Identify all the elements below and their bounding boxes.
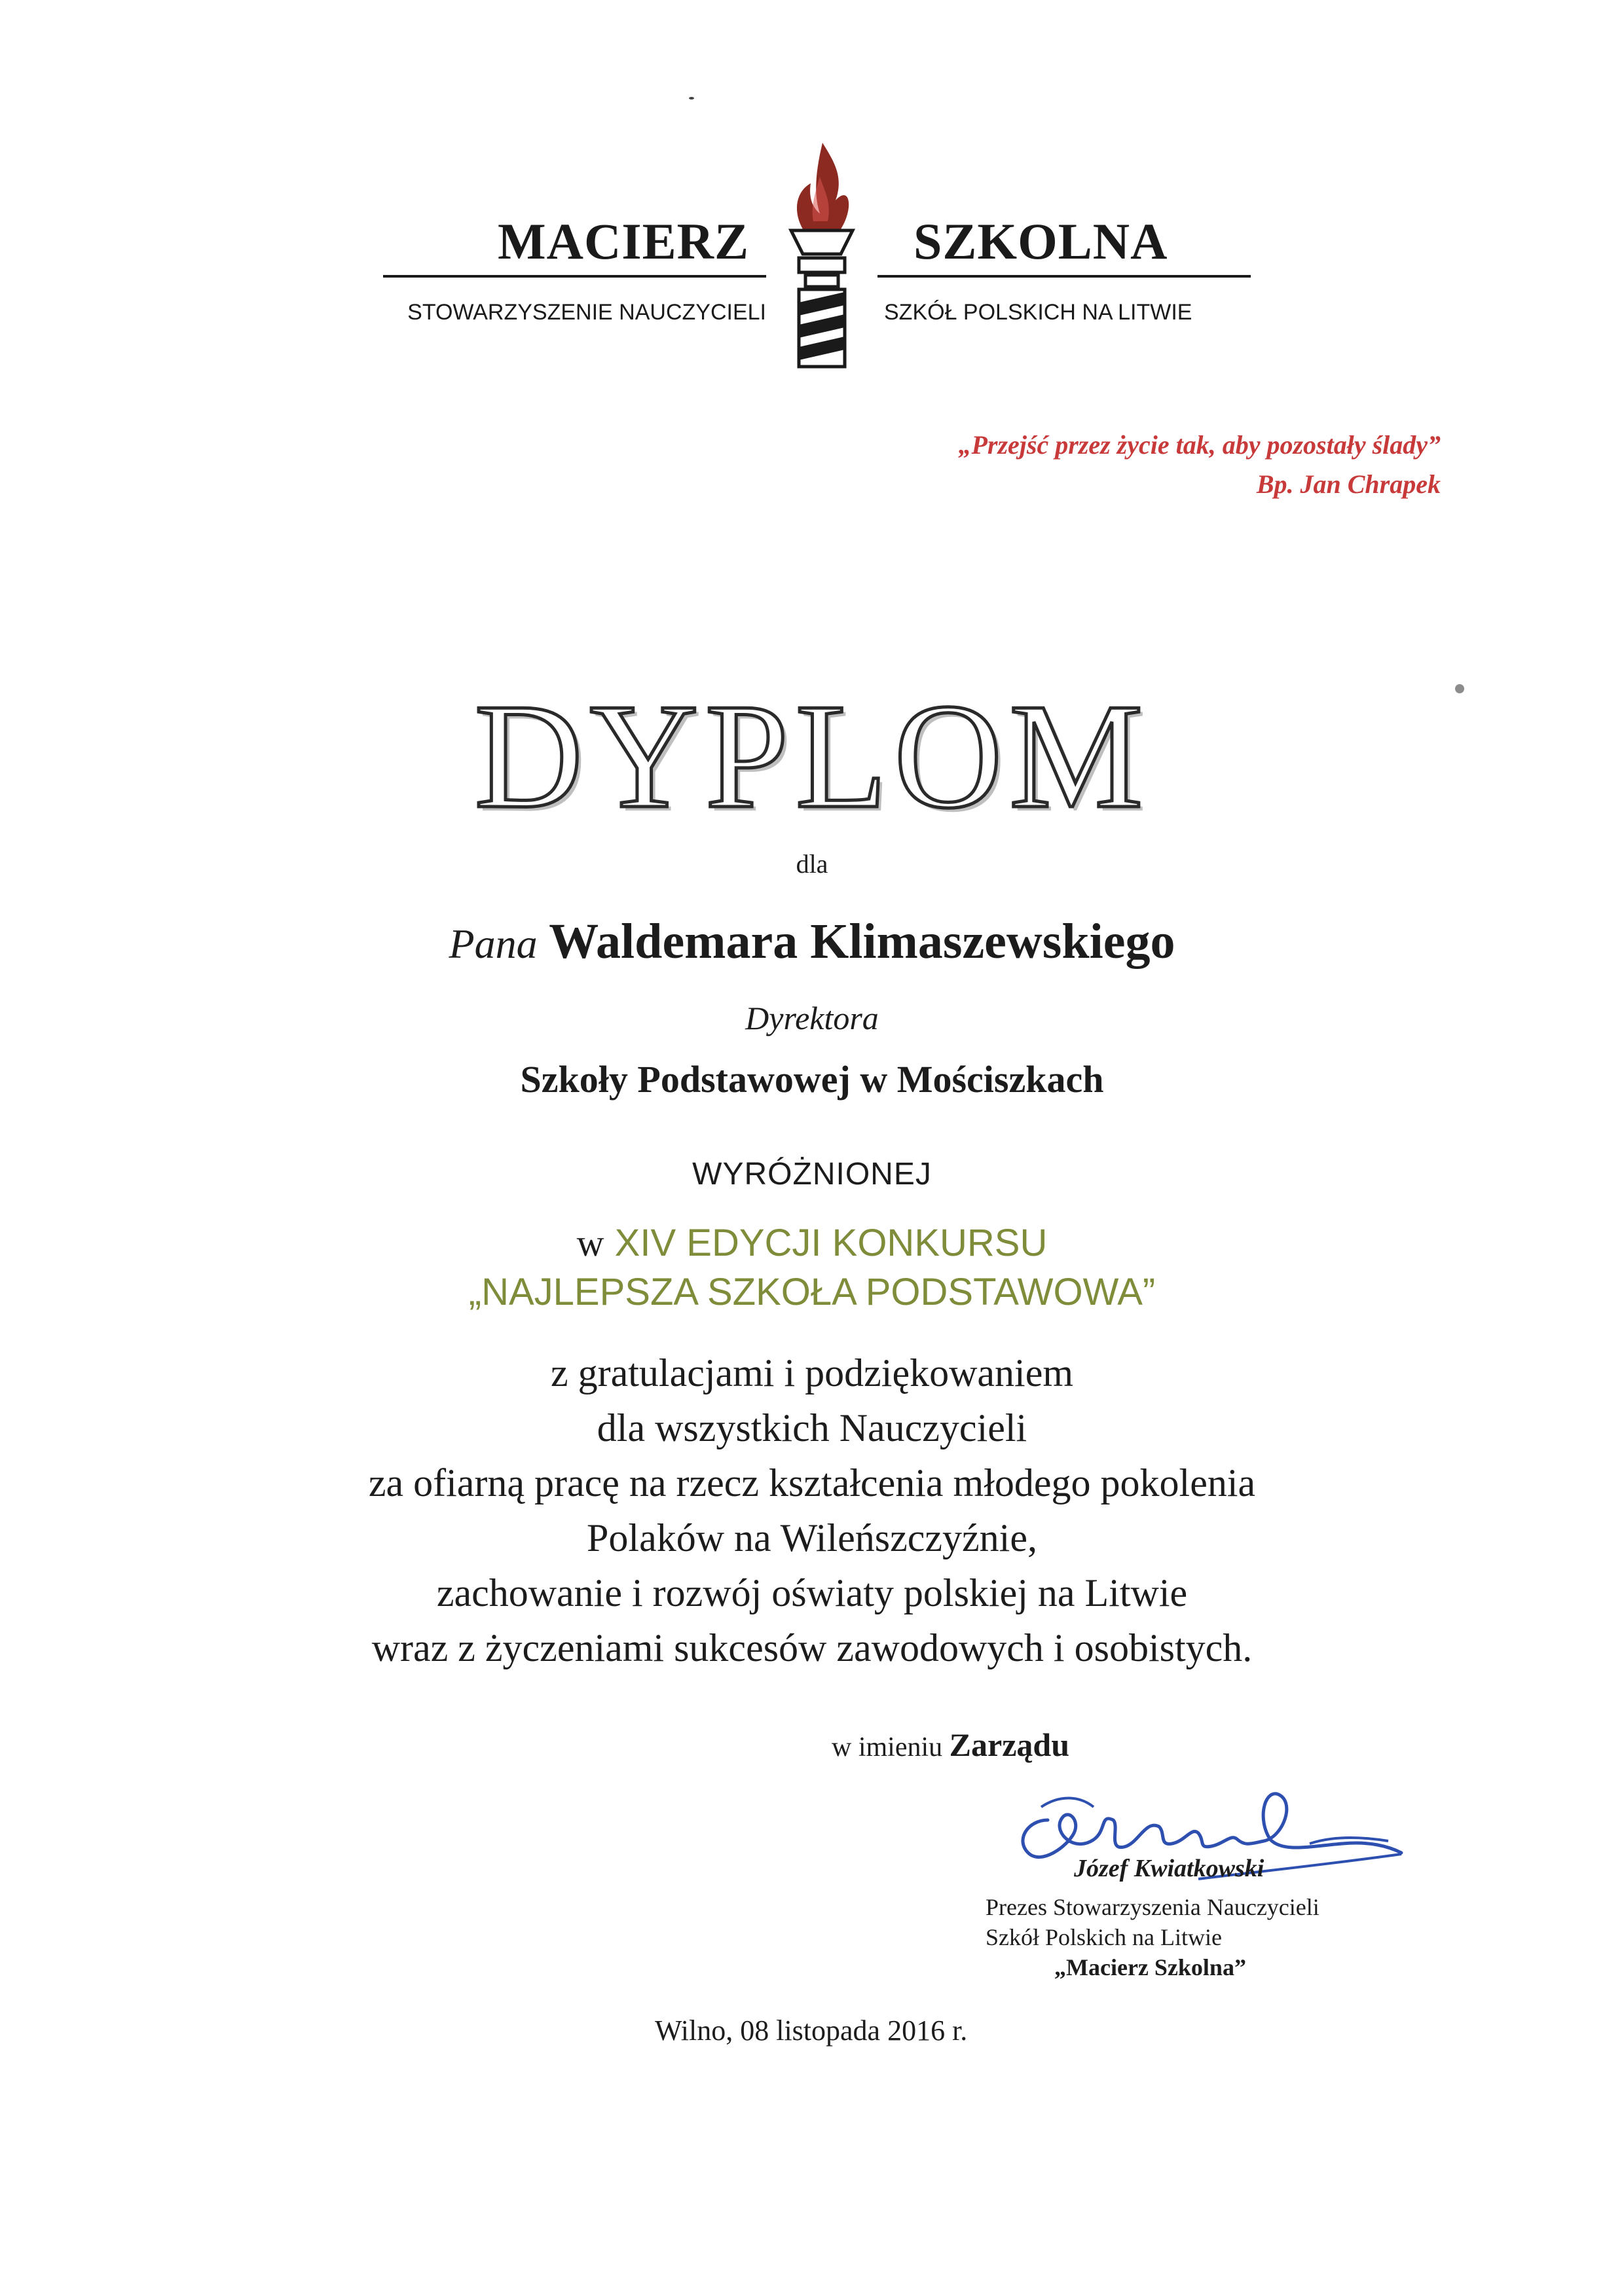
on-behalf-text: w imieniu — [832, 1732, 943, 1762]
signer-details — [986, 1892, 1320, 1982]
body-line-5: zachowanie i rozwój oświaty polskiej na Litwie — [436, 1571, 1188, 1614]
body-line-3: za ofiarną pracę na rzecz kształcenia młodego pokolenia — [368, 1461, 1256, 1504]
edition-line — [0, 1224, 1624, 1262]
org-subtitle-right: SZKÓŁ POLSKICH NA LITWIE — [884, 300, 1192, 325]
motto-quote: „Przejść przez życie tak, aby pozostały ślady” — [958, 430, 1441, 460]
diploma-title: DYPLOM — [474, 672, 1150, 839]
name-text: Waldemara Klimaszewskiego — [549, 914, 1175, 969]
name-prefix: Pana — [449, 920, 538, 967]
scan-speck — [689, 97, 694, 100]
contest-name: „NAJLEPSZA SZKOŁA PODSTAWOWA” — [468, 1271, 1156, 1313]
recipient-role: Dyrektora — [745, 1000, 879, 1036]
body-line-1: z gratulacjami i podziękowaniem — [550, 1351, 1074, 1394]
body-line-4: Polaków na Wileńszczyźnie, — [587, 1516, 1037, 1559]
on-behalf-line — [832, 1728, 1069, 1761]
body-line-6: wraz z życzeniami sukcesów zawodowych i osobistych. — [371, 1626, 1253, 1669]
body-text — [0, 1345, 1624, 1675]
signer-title-1: Prezes Stowarzyszenia Nauczycieli — [986, 1894, 1320, 1920]
board-text: Zarządu — [949, 1726, 1070, 1763]
header-rule-right — [877, 275, 1251, 278]
place-date: Wilno, 08 listopada 2016 r. — [655, 2014, 968, 2047]
edition-prefix: w — [576, 1222, 604, 1264]
for-word: dla — [796, 849, 828, 879]
edition-text: XIV EDYCJI KONKURSU — [614, 1222, 1048, 1264]
body-line-2: dla wszystkich Nauczycieli — [597, 1406, 1027, 1449]
torch-icon — [773, 137, 871, 373]
org-name-left: MACIERZ — [498, 213, 750, 270]
scan-speck — [1455, 684, 1464, 693]
signer-title-2: Szkół Polskich na Litwie — [986, 1924, 1222, 1950]
recipient-name — [0, 914, 1624, 969]
distinction-label: WYRÓŻNIONEJ — [692, 1157, 932, 1192]
header-rule-left — [383, 275, 766, 278]
signer-name: Józef Kwiatkowski — [1074, 1855, 1264, 1882]
school-name: Szkoły Podstawowej w Mościszkach — [520, 1058, 1104, 1101]
org-name-right: SZKOLNA — [913, 213, 1168, 270]
motto-author: Bp. Jan Chrapek — [1256, 469, 1441, 499]
org-subtitle-left: STOWARZYSZENIE NAUCZYCIELI — [407, 300, 766, 325]
signer-org: „Macierz Szkolna” — [1054, 1954, 1246, 1980]
